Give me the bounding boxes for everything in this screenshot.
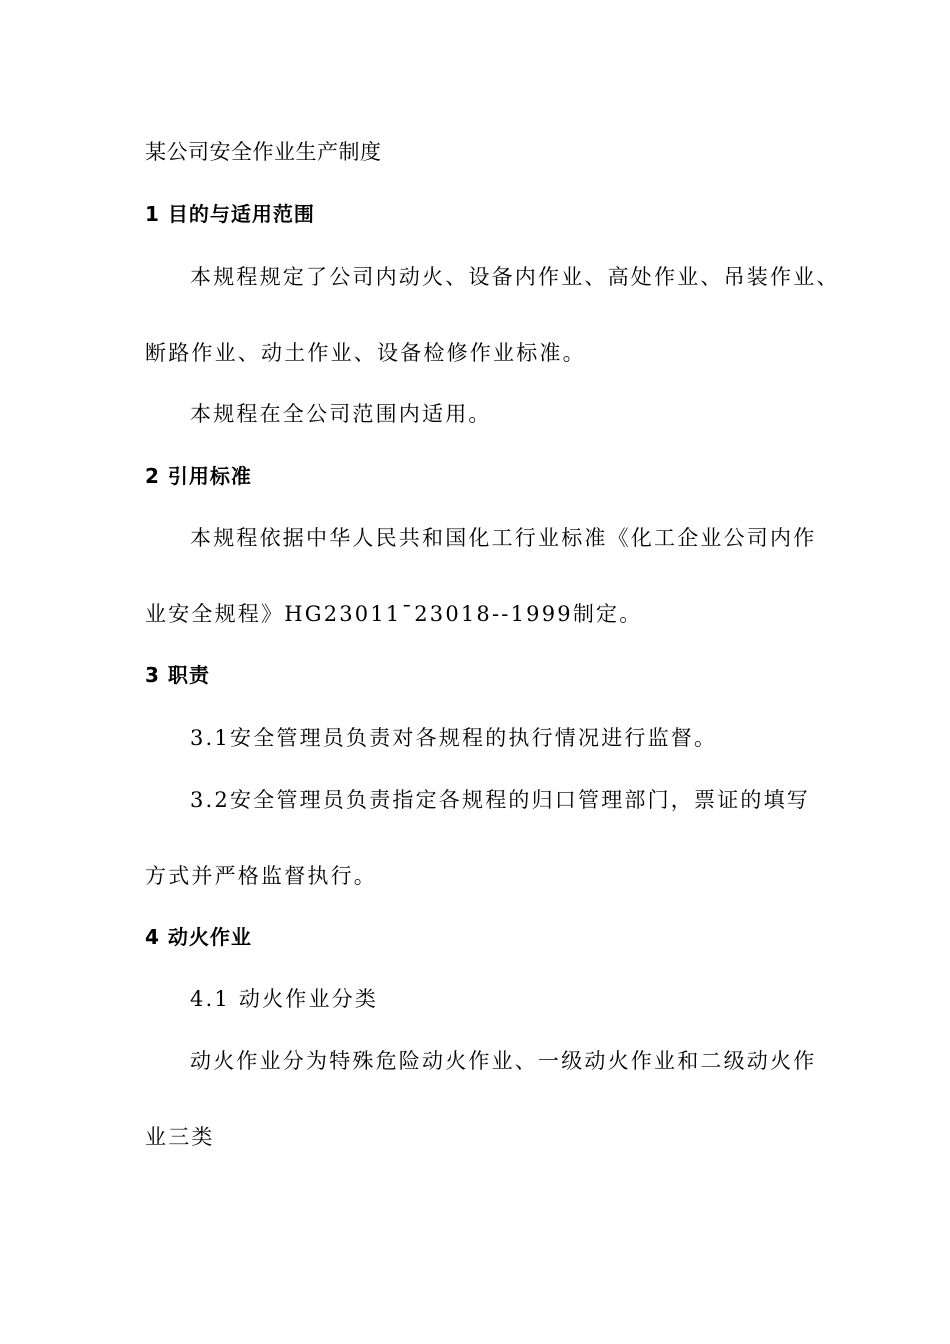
section-2-paragraph-1-line-2: 业安全规程》HG23011¯23018--1999制定。 (145, 602, 643, 626)
document-title: 某公司安全作业生产制度 (145, 140, 382, 164)
section-4-paragraph-1: 4.1 动火作业分类 (190, 987, 379, 1011)
section-2-paragraph-1-line-1: 本规程依据中华人民共和国化工行业标准《化工企业公司内作 (190, 526, 817, 550)
section-3-paragraph-2-line-2: 方式并严格监督执行。 (145, 864, 377, 888)
section-4-paragraph-2-line-2: 业三类 (145, 1125, 215, 1149)
section-1-paragraph-1-line-1: 本规程规定了公司内动火、设备内作业、高处作业、吊装作业、 (190, 265, 840, 289)
section-4-paragraph-2-line-1: 动火作业分为特殊危险动火作业、一级动火作业和二级动火作 (190, 1049, 817, 1073)
section-3-paragraph-2-line-1: 3.2安全管理员负责指定各规程的归口管理部门，票证的填写 (190, 788, 810, 812)
section-3-paragraph-1: 3.1安全管理员负责对各规程的执行情况进行监督。 (190, 726, 718, 750)
section-1-paragraph-2: 本规程在全公司范围内适用。 (190, 402, 492, 426)
section-1-heading: 1 目的与适用范围 (145, 202, 315, 226)
section-4-heading: 4 动火作业 (145, 925, 252, 949)
section-2-heading: 2 引用标准 (145, 464, 252, 488)
section-3-heading: 3 职责 (145, 663, 210, 687)
section-1-paragraph-1-line-2: 断路作业、动土作业、设备检修作业标准。 (145, 341, 586, 365)
